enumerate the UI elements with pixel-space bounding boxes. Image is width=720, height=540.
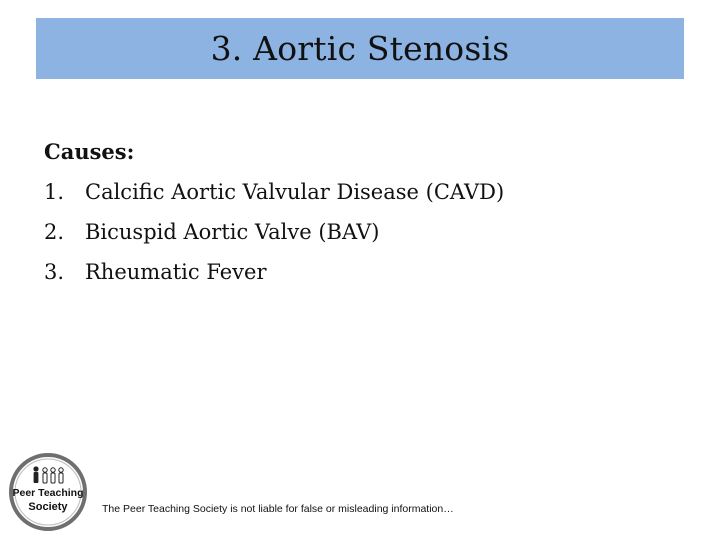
- slide-content: [44, 132, 684, 292]
- list-item: [44, 172, 684, 212]
- peer-teaching-society-logo-icon: [8, 452, 88, 532]
- list-item-text: Calcific Aortic Valvular Disease (CAVD): [85, 180, 505, 204]
- slide-title: 3. Aortic Stenosis: [210, 29, 510, 68]
- list-item: [44, 252, 684, 292]
- list-item: [44, 212, 684, 252]
- logo-text-line2: Society: [28, 501, 68, 513]
- list-item-number: 1.: [44, 180, 65, 204]
- list-item-text: Bicuspid Aortic Valve (BAV): [85, 220, 380, 244]
- list-item-text: Rheumatic Fever: [85, 260, 267, 284]
- list-item-number: 3.: [44, 260, 65, 284]
- logo-text-line1: Peer Teaching: [12, 487, 84, 499]
- disclaimer-text: The Peer Teaching Society is not liable for false or misleading information…: [102, 503, 454, 515]
- causes-heading: Causes:: [44, 139, 135, 164]
- causes-list: [44, 172, 684, 292]
- list-item-number: 2.: [44, 220, 65, 244]
- title-bar: [36, 18, 684, 79]
